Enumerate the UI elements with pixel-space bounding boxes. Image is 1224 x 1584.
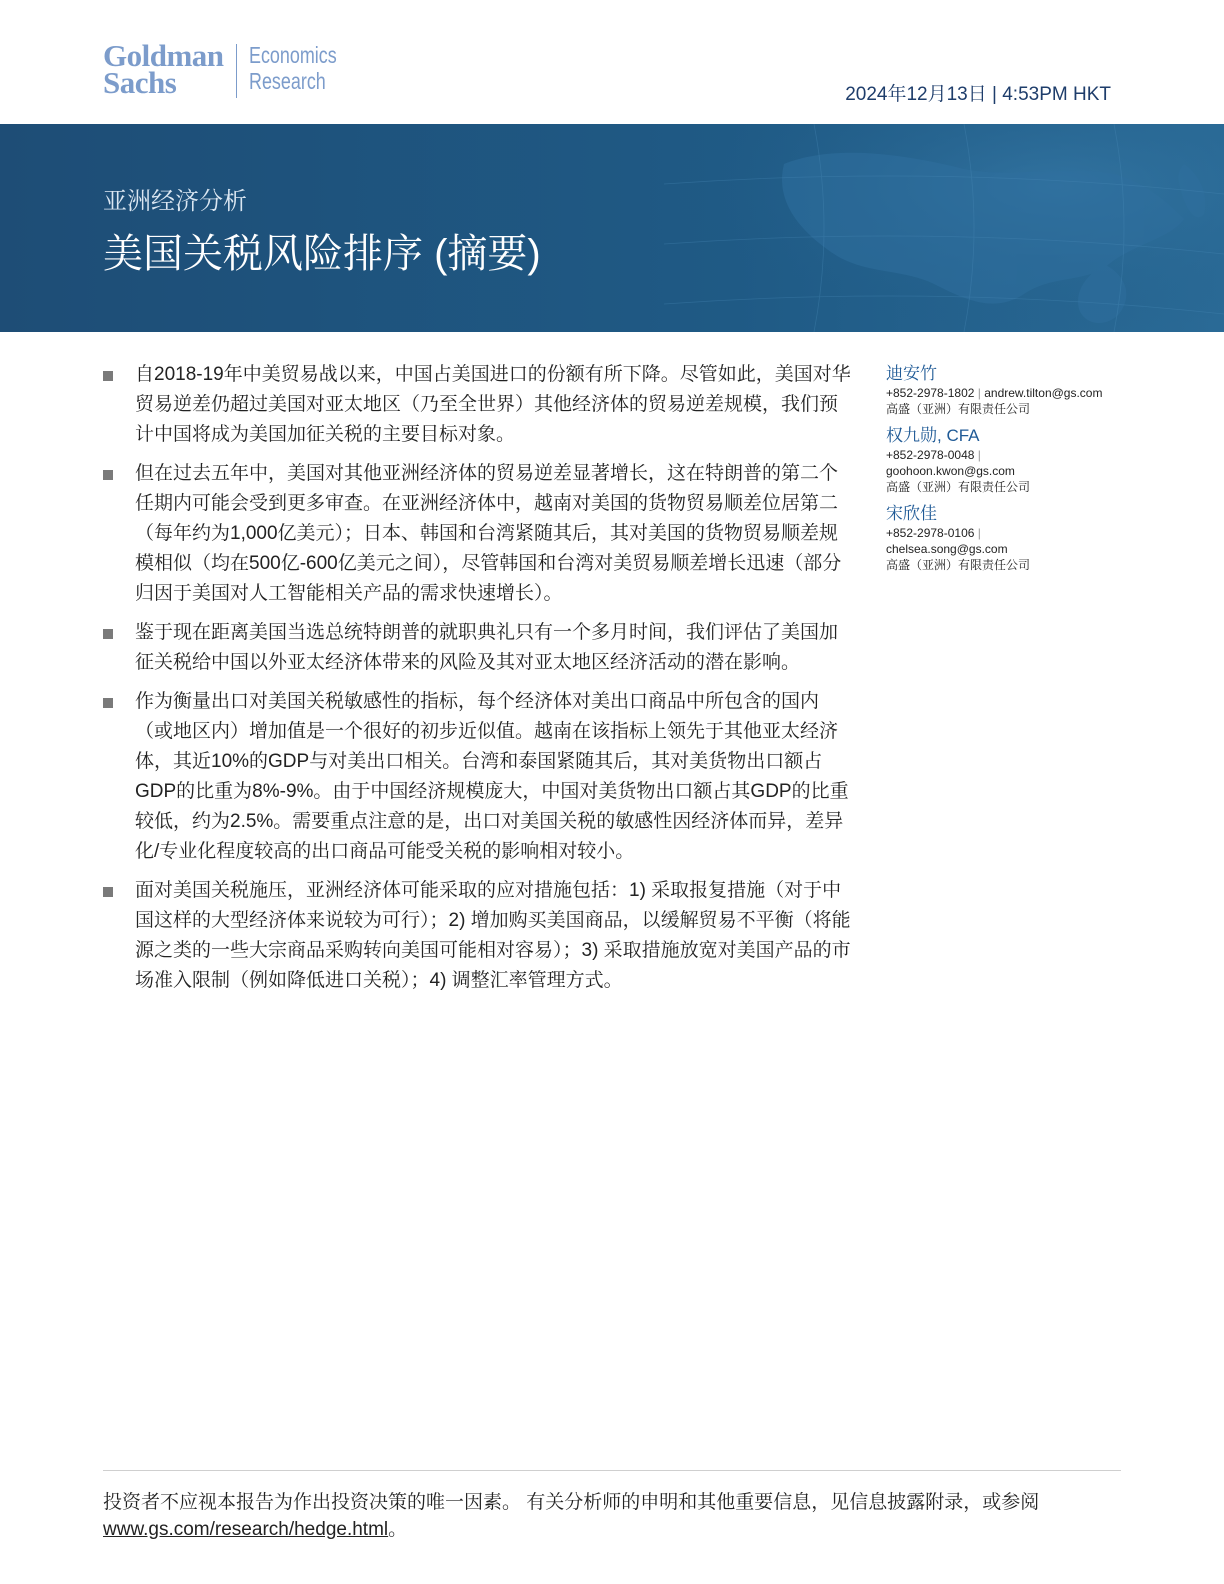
author-name[interactable]: 迪安竹 [886,364,937,383]
title-banner [0,124,1224,332]
square-bullet-icon [103,371,113,381]
logo-division [249,42,337,94]
author-phone[interactable]: +852-2978-0106 [886,526,975,540]
world-map-graphic [664,124,1224,332]
logo-line-research: Research [248,68,326,94]
square-bullet-icon [103,698,113,708]
bullet-text: 鉴于现在距离美国当选总统特朗普的就职典礼只有一个多月时间，我们评估了美国加征关税给中国以外亚太经济体带来的风险及其对亚太地区经济活动的潜在影响。 [135,622,839,673]
logo-line-economics: Economics [248,42,337,68]
summary-bullets [103,360,853,1005]
author-company: 高盛（亚洲）有限责任公司 [886,402,1031,416]
square-bullet-icon [103,887,113,897]
author-email[interactable]: goohoon.kwon@gs.com [886,464,1015,478]
bullet-item [103,687,853,867]
contact-separator: | [977,386,981,400]
square-bullet-icon [103,470,113,480]
contact-separator: | [977,448,981,462]
author-company: 高盛（亚洲）有限责任公司 [886,558,1031,572]
logo-line-sachs: Sachs [103,65,177,100]
author-phone[interactable]: +852-2978-0048 [886,448,975,462]
series-subtitle: 亚洲经济分析 [103,188,247,215]
bullet-text: 面对美国关税施压，亚洲经济体可能采取的应对措施包括：1) 采取报复措施（对于中国这样的大型经济体来说较为可行）；2) 增加购买美国商品，以缓解贸易不平衡（将能源之类的一些大宗商品采购转向美国可能相对容易）；3) 采取措施放宽对美国产品的市场准入限制（例如降低进口关税）；4) 调整汇率管理方式。 [135,880,851,991]
disclosure-link[interactable]: www.gs.com/research/hedge.html [103,1519,389,1540]
bullet-text: 自2018-19年中美贸易战以来，中国占美国进口的份额有所下降。尽管如此，美国对华贸易逆差仍超过美国对亚太地区（乃至全世界）其他经济体的贸易逆差规模，我们预计中国将成为美国加征关税的主要目标对象。 [135,364,851,445]
footer-divider [103,1470,1121,1471]
author-sidebar [886,362,1126,580]
disclaimer-end: 。 [388,1519,408,1540]
square-bullet-icon [103,629,113,639]
author-card [886,362,1126,417]
author-card [886,502,1126,573]
disclaimer-text: 投资者不应视本报告为作出投资决策的唯一因素。 有关分析师的申明和其他重要信息，见信息披露附录，或参阅 [103,1492,1040,1513]
bullet-item [103,459,853,609]
author-contact [886,385,1126,401]
bullet-text: 但在过去五年中，美国对其他亚洲经济体的贸易逆差显著增长，这在特朗普的第二个任期内可能会受到更多审查。在亚洲经济体中，越南对美国的货物贸易顺差位居第二（每年约为1,000亿美元）；日本、韩国和台湾紧随其后，其对美国的货物贸易顺差规模相似（均在500亿-600亿美元之间），尽管韩国和台湾对美贸易顺差增长迅速（部分归因于美国对人工智能相关产品的需求快速增长）。 [135,463,842,604]
report-datetime: 2024年12月13日 | 4:53PM HKT [845,84,1111,105]
bullet-item [103,876,853,996]
author-email[interactable]: andrew.tilton@gs.com [984,386,1103,400]
disclaimer-footer [103,1489,1121,1543]
author-company: 高盛（亚洲）有限责任公司 [886,480,1031,494]
goldman-sachs-logo [103,38,361,100]
report-title: 美国关税风险排序 (摘要) [103,232,541,276]
logo-line-goldman: Goldman [103,38,224,73]
logo-wordmark [103,38,224,100]
author-contact [886,525,1126,541]
logo-divider [236,44,237,98]
bullet-item [103,618,853,678]
author-contact [886,447,1126,463]
author-name[interactable]: 权九勋, CFA [886,426,980,445]
author-email[interactable]: chelsea.song@gs.com [886,542,1008,556]
bullet-text: 作为衡量出口对美国关税敏感性的指标，每个经济体对美出口商品中所包含的国内（或地区内）增加值是一个很好的初步近似值。越南在该指标上领先于其他亚太经济体，其近10%的GDP与对美出口相关。台湾和泰国紧随其后，其对美货物出口额占GDP的比重为8%-9%。由于中国经济规模庞大，中国对美货物出口额占其GDP的比重较低，约为2.5%。需要重点注意的是，出口对美国关税的敏感性因经济体而异，差异化/专业化程度较高的出口商品可能受关税的影响相对较小。 [135,691,849,862]
author-name[interactable]: 宋欣佳 [886,504,937,523]
bullet-item [103,360,853,450]
contact-separator: | [977,526,981,540]
author-card [886,424,1126,495]
author-phone[interactable]: +852-2978-1802 [886,386,975,400]
